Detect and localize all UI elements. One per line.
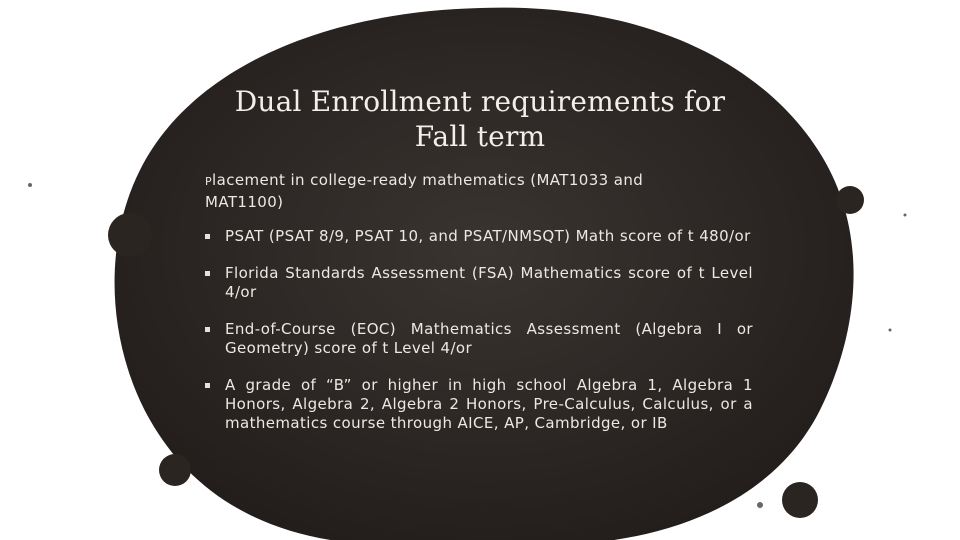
requirements-list [205, 227, 753, 451]
square-bullet-icon [205, 234, 210, 239]
list-item [205, 376, 753, 433]
list-item [205, 320, 753, 358]
square-bullet-icon [205, 383, 210, 388]
slide-title [200, 84, 760, 154]
list-item [205, 227, 753, 246]
list-item-text: PSAT (PSAT 8/9, PSAT 10, and PSAT/NMSQT) Math score of t 480/or [225, 227, 751, 245]
list-item [205, 264, 753, 302]
intro-first-letter: P [205, 175, 213, 188]
square-bullet-icon [205, 327, 210, 332]
list-item-text: A grade of “B” or higher in high school Algebra 1, Algebra 1 Honors, Algebra 2, Algebra 2 Honors, Pre-Calculus, Calculus, or a mathematics course through AICE, AP, Cambridge, or IB [225, 376, 753, 432]
list-item-text: Florida Standards Assessment (FSA) Mathematics score of t Level 4/or [225, 264, 753, 301]
intro-text: lacement in college-ready mathematics (MAT1033 and MAT1100) [205, 171, 644, 211]
square-bullet-icon [205, 271, 210, 276]
intro-paragraph [205, 170, 705, 212]
title-line-1: Dual Enrollment requirements for [234, 85, 726, 118]
title-line-2: Fall term [414, 120, 546, 153]
list-item-text: End-of-Course (EOC) Mathematics Assessment (Algebra I or Geometry) score of t Level 4/or [225, 320, 753, 357]
